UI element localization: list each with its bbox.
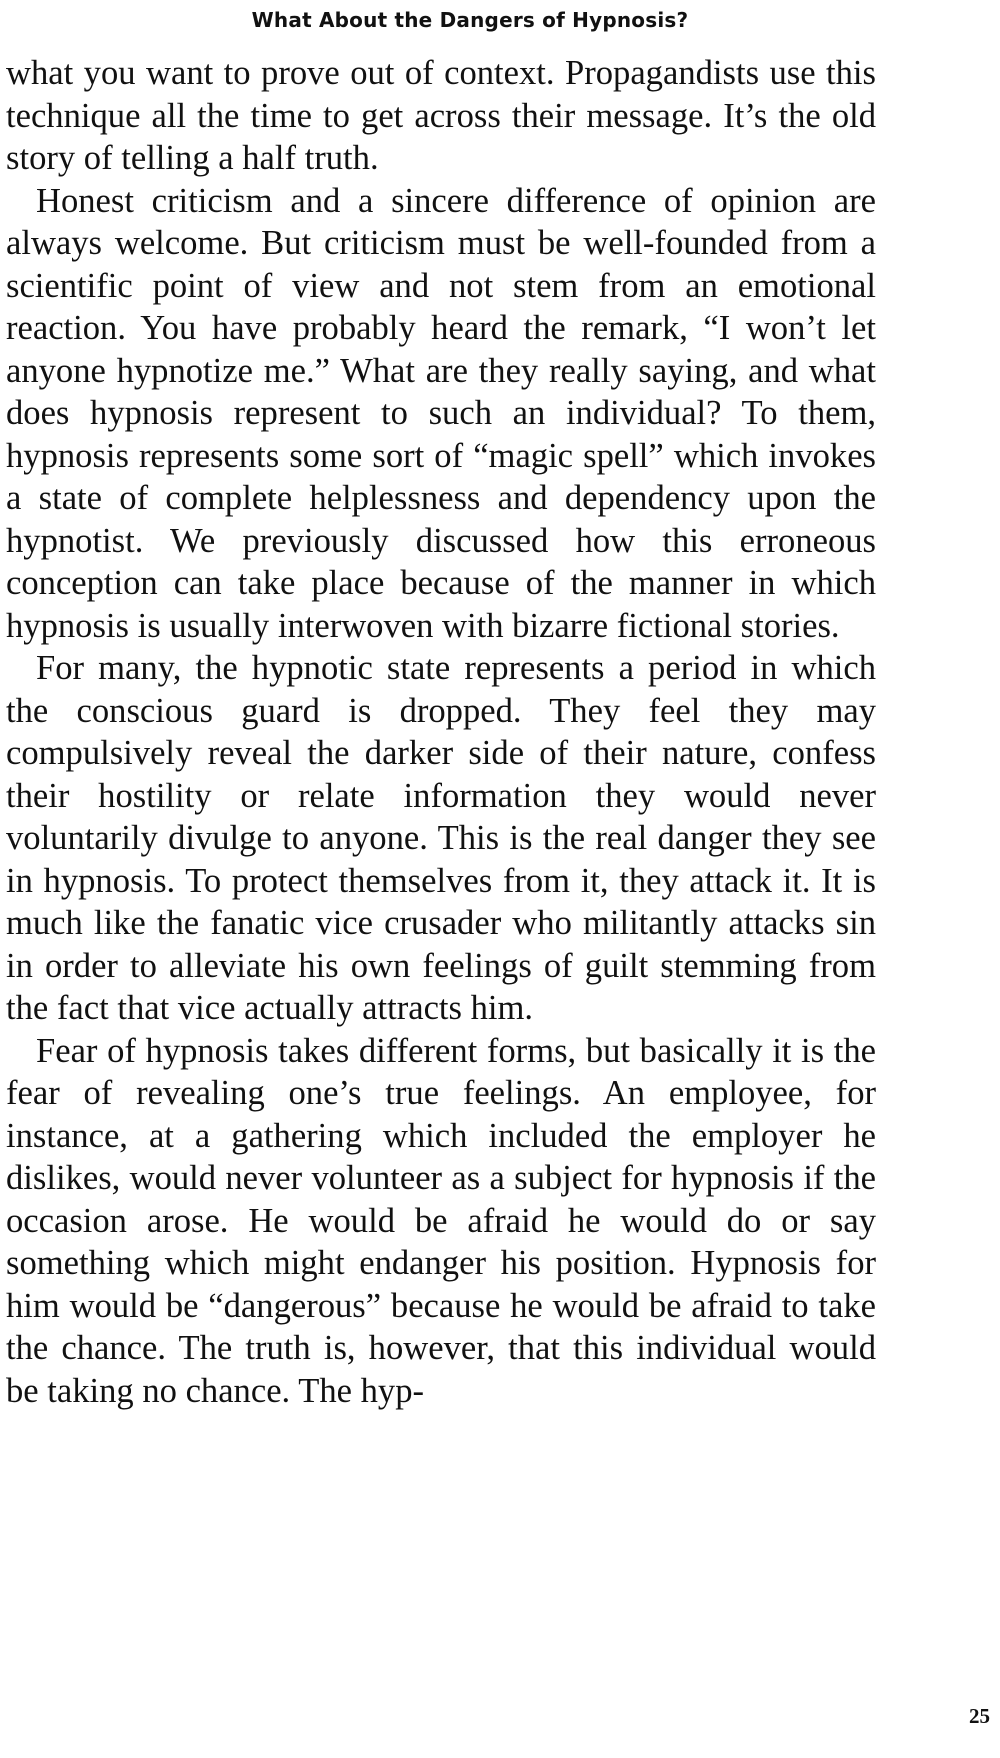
paragraph-2: Honest criticism and a sincere difference of opinion are always welcome. But criticism must be well-founded from a scientific point of view and not stem from an emotional reaction. You have probably heard the remark, “I won’t let anyone hypnotize me.” What are they really saying, and what does hypnosis represent to such an individual? To them, hypnosis represents some sort of “magic spell” which invokes a state of complete helplessness and dependency upon the hypnotist. We previously discussed how this erroneous conception can take place because of the manner in which hypnosis is usually interwoven with bizarre fictional stories.: [6, 181, 876, 645]
paragraph-1: what you want to prove out of context. Propagandists use this technique all the time to get across their message. It’s the old story of telling a half truth.: [6, 54, 876, 177]
paragraph-3: For many, the hypnotic state represents a period in which the conscious guard is dropped. They feel they may compulsively reveal the darker side of their nature, confess their hostility or relate information they would never voluntarily divulge to anyone. This is the real danger they see in hypnosis. To protect themselves from it, they attack it. It is much like the fanatic vice crusader who militantly attacks sin in order to alleviate his own feelings of guilt stemming from the fact that vice actually attracts him.: [6, 649, 876, 1027]
paragraph-4: Fear of hypnosis takes different forms, but basically it is the fear of revealing one’s true feelings. An employee, for instance, at a gathering which included the employer he dislikes, would never volunteer as a subject for hypnosis if the occasion arose. He would be afraid he would do or say something which might endanger his position. Hypnosis for him would be “dangerous” because he would be afraid to take the chance. The truth is, however, that this individual would be taking no chance. The hyp-: [6, 1031, 876, 1410]
body-text: [6, 52, 876, 1412]
running-head: What About the Dangers of Hypnosis?: [251, 8, 689, 32]
page-number: 25: [969, 1704, 990, 1728]
